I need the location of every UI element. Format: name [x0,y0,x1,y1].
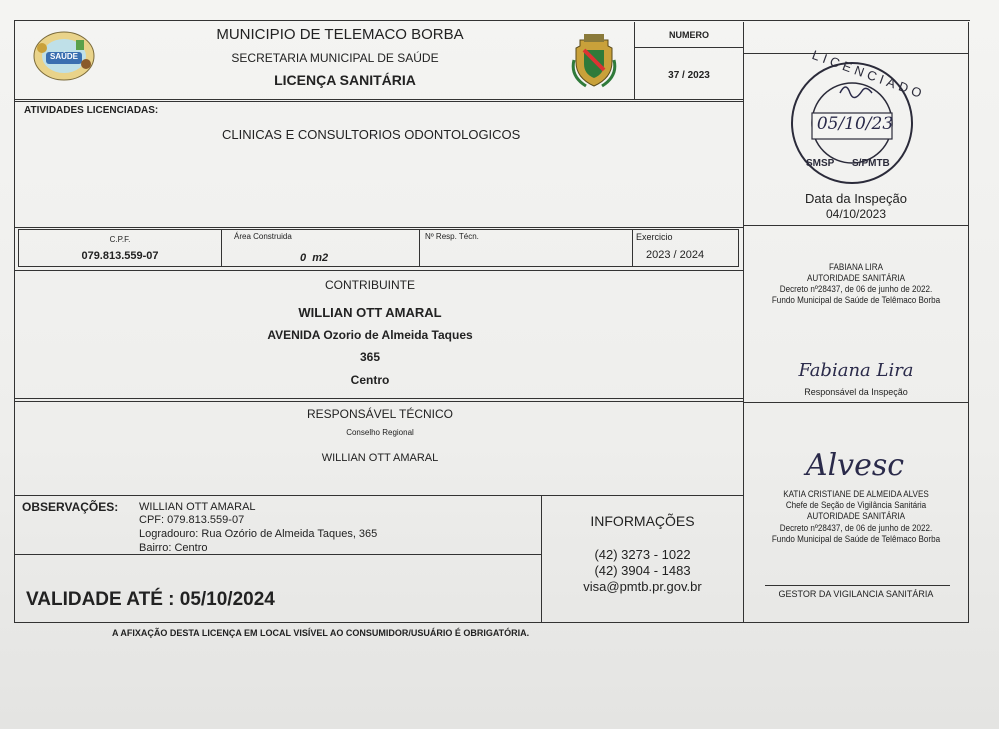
exercicio-label: Exercicio [636,232,673,242]
inspector-bottom-line [743,402,969,403]
technical-name: WILLIAN OTT AMARAL [321,452,439,464]
contributor-district: Centro [350,373,390,387]
validity-text: VALIDADE ATÉ : 05/10/2024 [26,589,275,610]
exercicio-value: 2023 / 2024 [646,249,705,261]
observations-line-4: Bairro: Centro [139,542,208,554]
info-divider-2 [419,229,420,267]
validity-top-line [14,554,541,555]
contributor-name: WILLIAN OTT AMARAL [298,305,442,320]
observations-label: OBSERVAÇÕES: [22,500,119,514]
information-phone-1: (42) 3273 - 1022 [594,547,691,562]
manager-decree: Decreto nº28437, de 06 de junho de 2022. [779,523,933,533]
frame-top-line [14,20,970,21]
frame-bottom-line [14,622,969,623]
information-label: INFORMAÇÕES [590,513,695,529]
manager-caption: GESTOR DA VIGILANCIA SANITÁRIA [778,589,934,599]
inspector-role: AUTORIDADE SANITÁRIA [807,273,905,283]
inspector-decree: Decreto nº28437, de 06 de junho de 2022. [779,284,933,294]
contributor-label: CONTRIBUINTE [325,278,415,292]
manager-role-1: Chefe de Seção de Vigilância Sanitária [785,500,927,510]
saude-logo-text: SAÚDE [49,52,78,61]
manager-signature: Alvesc [805,448,905,483]
inspection-date-value: 04/10/2023 [825,207,887,221]
stamp-bottom-left: SMSP [806,158,835,169]
activities-label: ATIVIDADES LICENCIADAS: [24,105,159,116]
numero-label: NUMERO [669,30,709,40]
municipality-title: MUNICIPIO DE TELEMACO BORBA [216,26,464,43]
inspection-date-label: Data da Inspeção [805,191,907,206]
header-bottom-line-2 [14,101,743,102]
information-email: visa@pmtb.pr.gov.br [583,579,702,594]
observations-top-line [14,495,743,496]
observations-line-1: WILLIAN OTT AMARAL [139,501,256,513]
area-value: 0 m2 [300,252,329,264]
footer-notice: A AFIXAÇÃO DESTA LICENÇA EM LOCAL VISÍVEL AO CONSUMIDOR/USUÁRIO É OBRIGATÓRIA. [112,628,530,638]
frame-left-line [14,20,15,623]
area-label: Área Construida [234,232,292,241]
observations-line-3: Logradouro: Rua Ozório de Almeida Taques, 365 [139,528,378,540]
info-divider-1 [221,229,222,267]
stamp-date: 05/10/23 [816,114,894,134]
activities-bottom-line [14,227,743,228]
technical-top-line-2 [14,401,743,402]
secretariat-title: SECRETARIA MUNICIPAL DE SAÚDE [231,51,439,65]
manager-name: KATIA CRISTIANE DE ALMEIDA ALVES [783,489,929,499]
contributor-number: 365 [359,350,381,364]
inspector-fund: Fundo Municipal de Saúde de Telêmaco Borba [771,295,941,305]
numero-line [634,47,743,48]
observations-divider [541,495,542,622]
manager-role-2: AUTORIDADE SANITÁRIA [807,511,905,521]
manager-sign-line [765,585,950,586]
stamp-bottom-line [743,225,969,226]
inspector-signature: Fabiana Lira [798,360,914,381]
technical-council: Conselho Regional [346,428,414,437]
stamp-top-text: LICENCIADO [810,47,928,103]
manager-fund: Fundo Municipal de Saúde de Telêmaco Borba [771,534,941,544]
contributor-street: AVENIDA Ozorio de Almeida Taques [267,328,473,342]
stamp-top-line [743,53,969,54]
frame-divider-line [743,22,744,622]
resp-tec-label: Nº Resp. Técn. [425,232,479,241]
technical-label: RESPONSÁVEL TÉCNICO [306,407,454,421]
cpf-value: 079.813.559-07 [81,250,159,262]
numero-value: 37 / 2023 [668,70,710,81]
observations-line-2: CPF: 079.813.559-07 [139,514,245,526]
contributor-top-line [14,270,743,271]
technical-top-line [14,398,743,399]
numero-divider [634,22,635,100]
information-phone-2: (42) 3904 - 1483 [594,563,691,578]
inspector-name: FABIANA LIRA [828,262,884,272]
activities-value: CLINICAS E CONSULTORIOS ODONTOLOGICOS [222,127,521,142]
license-title: LICENÇA SANITÁRIA [274,72,416,88]
info-divider-3 [632,229,633,267]
inspector-caption: Responsável da Inspeção [804,387,908,397]
header-bottom-line [14,99,743,100]
frame-right-line [968,22,969,622]
coat-of-arms-emblem [570,30,618,90]
cpf-label: C.P.F. [109,235,131,244]
stamp-bottom-right: S/PMTB [852,158,890,169]
